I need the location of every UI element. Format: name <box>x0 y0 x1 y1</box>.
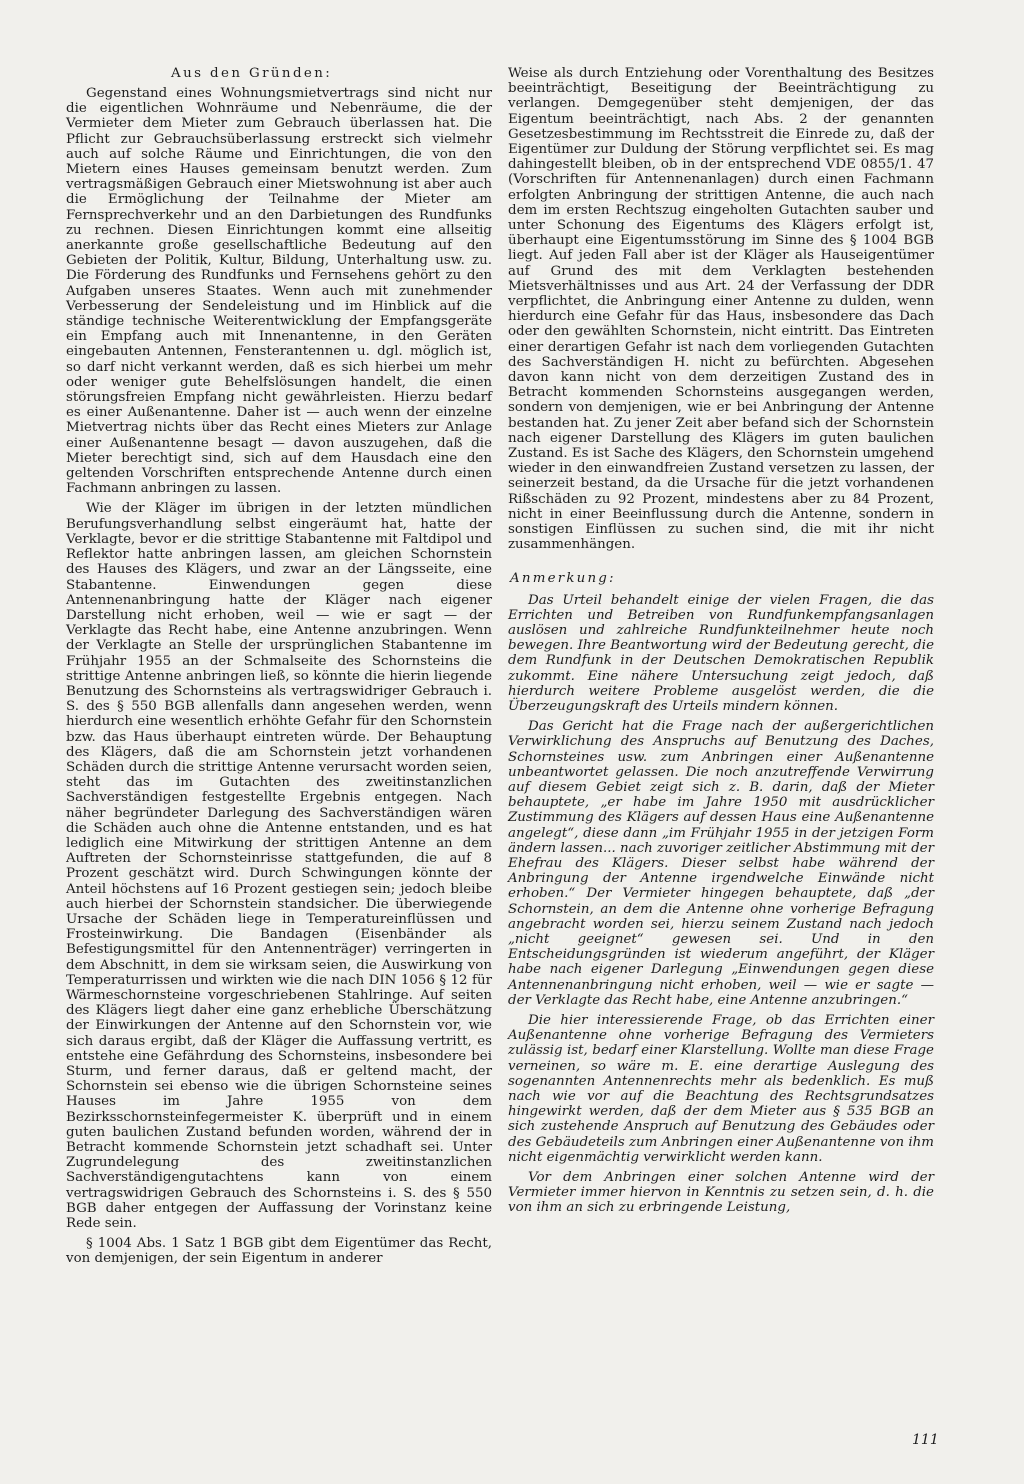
paragraph: Weise als durch Entziehung oder Vorenthaltung des Besitzes beeinträchtigt, Beseitigung der Beeinträchtigung zu verlangen. Demgegenüber steht demjenigen, der das Eigentum beeinträchtigt, nach Abs. 2 der genannten Gesetzesbestimmung im Rechtsstreit die Einrede zu, daß der Eigentümer zur Duldung der Störung verpflichtet sei. Es mag dahingestellt bleiben, ob in der entsprechend VDE 0855/1. 47 (Vorschriften für Antennenanlagen) durch einen Fachmann erfolgten Anbringung der strittigen Antenne, die auch nach dem im ersten Rechtszug eingeholten Gutachten sauber und unter Schonung des Eigentums des Klägers erfolgt ist, überhaupt eine Eigentumsstörung im Sinne des § 1004 BGB liegt. Auf jeden Fall aber ist der Kläger als Hauseigentümer auf Grund des mit dem Verklagten bestehenden Mietsverhältnisses und aus Art. 24 der Verfassung der DDR verpflichtet, die Anbringung einer Antenne zu dulden, wenn hierdurch eine Gefahr für das Haus, insbesondere das Dach oder den gewählten Schornstein, nicht eintritt. Das Eintreten einer derartigen Gefahr ist nach dem vorliegenden Gutachten des Sachverständigen H. nicht zu befürchten. Abgesehen davon kann nicht von dem derzeitigen Zustand des in Betracht kommenden Schornsteins ausgegangen werden, sondern von demjenigen, wie er bei Anbringung der Antenne bestanden hat. Zu jener Zeit aber befand sich der Schornstein nach eigener Darstellung des Klägers im guten baulichen Zustand. Es ist Sache des Klägers, den Schornstein umgehend wieder in den einwandfreien Zustand versetzen zu lassen, der seinerzeit bestand, da die Ursache für die jetzt vorhandenen Rißschäden zu 92 Prozent, mindestens aber zu 84 Prozent, nicht in einer Beeinflussung durch die Antenne, sondern in sonstigen Einflüssen zu suchen sind, die mit ihr nicht zusammenhängen. <box>508 66 934 553</box>
right-column <box>508 66 934 1216</box>
paragraph: § 1004 Abs. 1 Satz 1 BGB gibt dem Eigentümer das Recht, von demjenigen, der sein Eigentum in anderer <box>66 1236 492 1267</box>
annotation-paragraph: Das Gericht hat die Frage nach der außergerichtlichen Verwirklichung des Anspruchs auf Benutzung des Daches, Schornsteines usw. zum Anbringen einer Außenantenne unbeantwortet gelassen. Die noch anzutreffende Verwirrung auf diesem Gebiet zeigt sich z. B. darin, daß der Mieter behauptete, „er habe im Jahre 1950 mit ausdrücklicher Zustimmung des Klägers auf dessen Haus eine Außenantenne angelegt“, diese dann „im Frühjahr 1955 in der jetzigen Form ändern lassen... nach zuvoriger zeitlicher Abstimmung mit der Ehefrau des Klägers. Dieser selbst habe während der Anbringung der Antenne irgendwelche Einwände nicht erhoben.“ Der Vermieter hingegen behauptete, daß „der Schornstein, an dem die Antenne ohne vorherige Befragung angebracht worden sei, hierzu seinem Zustand nach jedoch „nicht geeignet“ gewesen sei. Und in den Entscheidungsgründen ist wiederum angeführt, der Kläger habe nach eigener Darlegung „Einwendungen gegen diese Antennenanbringung nicht erhoben, weil — wie er sagte — der Verklagte das Recht habe, eine Antenne anzubringen.“ <box>508 719 934 1008</box>
annotation-paragraph: Das Urteil behandelt einige der vielen Fragen, die das Errichten und Betreiben von Rundfunkempfangsanlagen auslösen und zahlreiche Rundfunkteilnehmer heute noch bewegen. Ihre Beantwortung wird der Bedeutung gerecht, die dem Rundfunk in der Deutschen Demokratischen Republik zukommt. Eine nähere Untersuchung zeigt jedoch, daß hierdurch weitere Probleme ausgelöst werden, die die Überzeugungskraft des Urteils mindern können. <box>508 592 934 714</box>
annotation-paragraph: Vor dem Anbringen einer solchen Antenne wird der Vermieter immer hiervon in Kenntnis zu setzen sein, d. h. die von ihm an sich zu erbringende Leistung, <box>508 1170 934 1216</box>
page-number: 111 <box>912 1432 939 1448</box>
annotation-heading: Anmerkung: <box>510 570 616 586</box>
left-column <box>66 66 492 1267</box>
annotation-paragraph: Die hier interessierende Frage, ob das Errichten einer Außenantenne ohne vorherige Befragung des Vermieters zulässig ist, bedarf einer Klarstellung. Wollte man diese Frage verneinen, so wäre m. E. eine derartige Auslegung des sogenannten Antennenrechts mehr als bedenklich. Es muß nach wie vor auf die Beachtung des Rechtsgrundsatzes hingewirkt werden, daß der dem Mieter aus § 535 BGB an sich zustehende Anspruch auf Benutzung des Gebäudes oder des Gebäudeteils zum Anbringen einer Außenantenne von ihm nicht eigenmächtig verwirklicht werden kann. <box>508 1012 934 1165</box>
paragraph: Gegenstand eines Wohnungsmietvertrags sind nicht nur die eigentlichen Wohnräume und Nebenräume, die der Vermieter dem Mieter zum Gebrauch überlassen hat. Die Pflicht zur Gebrauchsüberlassung erstreckt sich vielmehr auch auf solche Räume und Einrichtungen, die von den Mietern eines Hauses gemeinsam benutzt werden. Zum vertragsmäßigen Gebrauch einer Mietswohnung ist aber auch die Ermöglichung der Teilnahme der Mieter am Fernsprechverkehr und an den Darbietungen des Rundfunks zu rechnen. Diesen Einrichtungen kommt eine allseitig anerkannte große gesellschaftliche Bedeutung auf den Gebieten der Politik, Kultur, Bildung, Unterhaltung usw. zu. Die Förderung des Rundfunks und Fernsehens gehört zu den Aufgaben unseres Staates. Wenn auch mit zunehmender Verbesserung der Sendeleistung und im Hinblick auf die ständige technische Weiterentwicklung der Empfangsgeräte ein Empfang auch mit Innenantenne, in den Geräten eingebauten Antennen, Fensterantennen u. dgl. möglich ist, so darf nicht verkannt werden, daß es sich hierbei um mehr oder weniger gute Behelfslösungen handelt, die einen störungsfreien Empfang nicht gewährleisten. Hierzu bedarf es einer Außenantenne. Daher ist — auch wenn der einzelne Mietvertrag nichts über das Recht eines Mieters zur Anlage einer Außenantenne besagt — davon auszugehen, daß die Mieter berechtigt sind, sich auf dem Hausdach eine den geltenden Vorschriften entsprechende Antenne durch einen Fachmann anbringen zu lassen. <box>66 86 492 497</box>
annotation-section <box>508 571 934 1216</box>
section-heading: Aus den Gründen: <box>171 66 333 81</box>
paragraph: Wie der Kläger im übrigen in der letzten mündlichen Berufungsverhandlung selbst eingeräumt hat, hatte der Verklagte, bevor er die strittige Stabantenne mit Faltdipol und Reflektor hatte anbringen lassen, am gleichen Schornstein des Hauses des Klägers, und zwar an der Längsseite, eine Stabantenne. Einwendungen gegen diese Antennenanbringung hatte der Kläger nach eigener Darstellung nicht erhoben, weil — wie er sagt — der Verklagte das Recht habe, eine Antenne anzubringen. Wenn der Verklagte an Stelle der ursprünglichen Stabantenne im Frühjahr 1955 an der Schmalseite des Schornsteins die strittige Antenne anbringen ließ, so könnte die hierin liegende Benutzung des Schornsteins als vertragswidriger Gebrauch i. S. des § 550 BGB allenfalls dann angesehen werden, wenn hierdurch eine wesentlich erhöhte Gefahr für den Schornstein bzw. das Haus überhaupt eintreten würde. Der Behauptung des Klägers, daß die am Schornstein jetzt vorhandenen Schäden durch die strittige Antenne verursacht worden seien, steht das im Gutachten des zweitinstanzlichen Sachverständigen festgestellte Ergebnis entgegen. Nach näher begründeter Darlegung des Sachverständigen wären die Schäden auch ohne die Antenne entstanden, und es hat lediglich eine Mitwirkung der strittigen Antenne an dem Auftreten der Schornsteinrisse stattgefunden, die auf 8 Prozent geschätzt wird. Durch Schwingungen könnte der Anteil höchstens auf 16 Prozent gestiegen sein; jedoch bleibe auch hierbei der Schornstein standsicher. Die überwiegende Ursache der Schäden liege in Temperatureinflüssen und Frosteinwirkung. Die Bandagen (Eisenbänder als Befestigungsmittel für den Antennenträger) verringerten in dem Abschnitt, in dem sie wirksam seien, die Auswirkung von Temperaturrissen und wirkten wie die nach DIN 1056 § 12 für Wärmeschornsteine vorgeschriebenen Stahlringe. Auf seiten des Klägers liegt daher eine ganz erhebliche Überschätzung der Einwirkungen der Antenne auf den Schornstein vor, wie sich daraus ergibt, daß der Kläger die Auffassung vertritt, es entstehe eine Gefährdung des Schornsteins, insbesondere bei Sturm, und ferner daraus, daß er geltend macht, der Schornstein sei ebenso wie die übrigen Schornsteine seines Hauses im Jahre 1955 von dem Bezirksschornsteinfegermeister K. überprüft und in einem guten baulichen Zustand befunden worden, während der in Betracht kommende Schornstein jetzt schadhaft sei. Unter Zugrundelegung des zweitinstanzlichen Sachverständigengutachtens kann von einem vertragswidrigen Gebrauch des Schornsteins i. S. des § 550 BGB daher entgegen der Auffassung der Vorinstanz keine Rede sein. <box>66 501 492 1232</box>
